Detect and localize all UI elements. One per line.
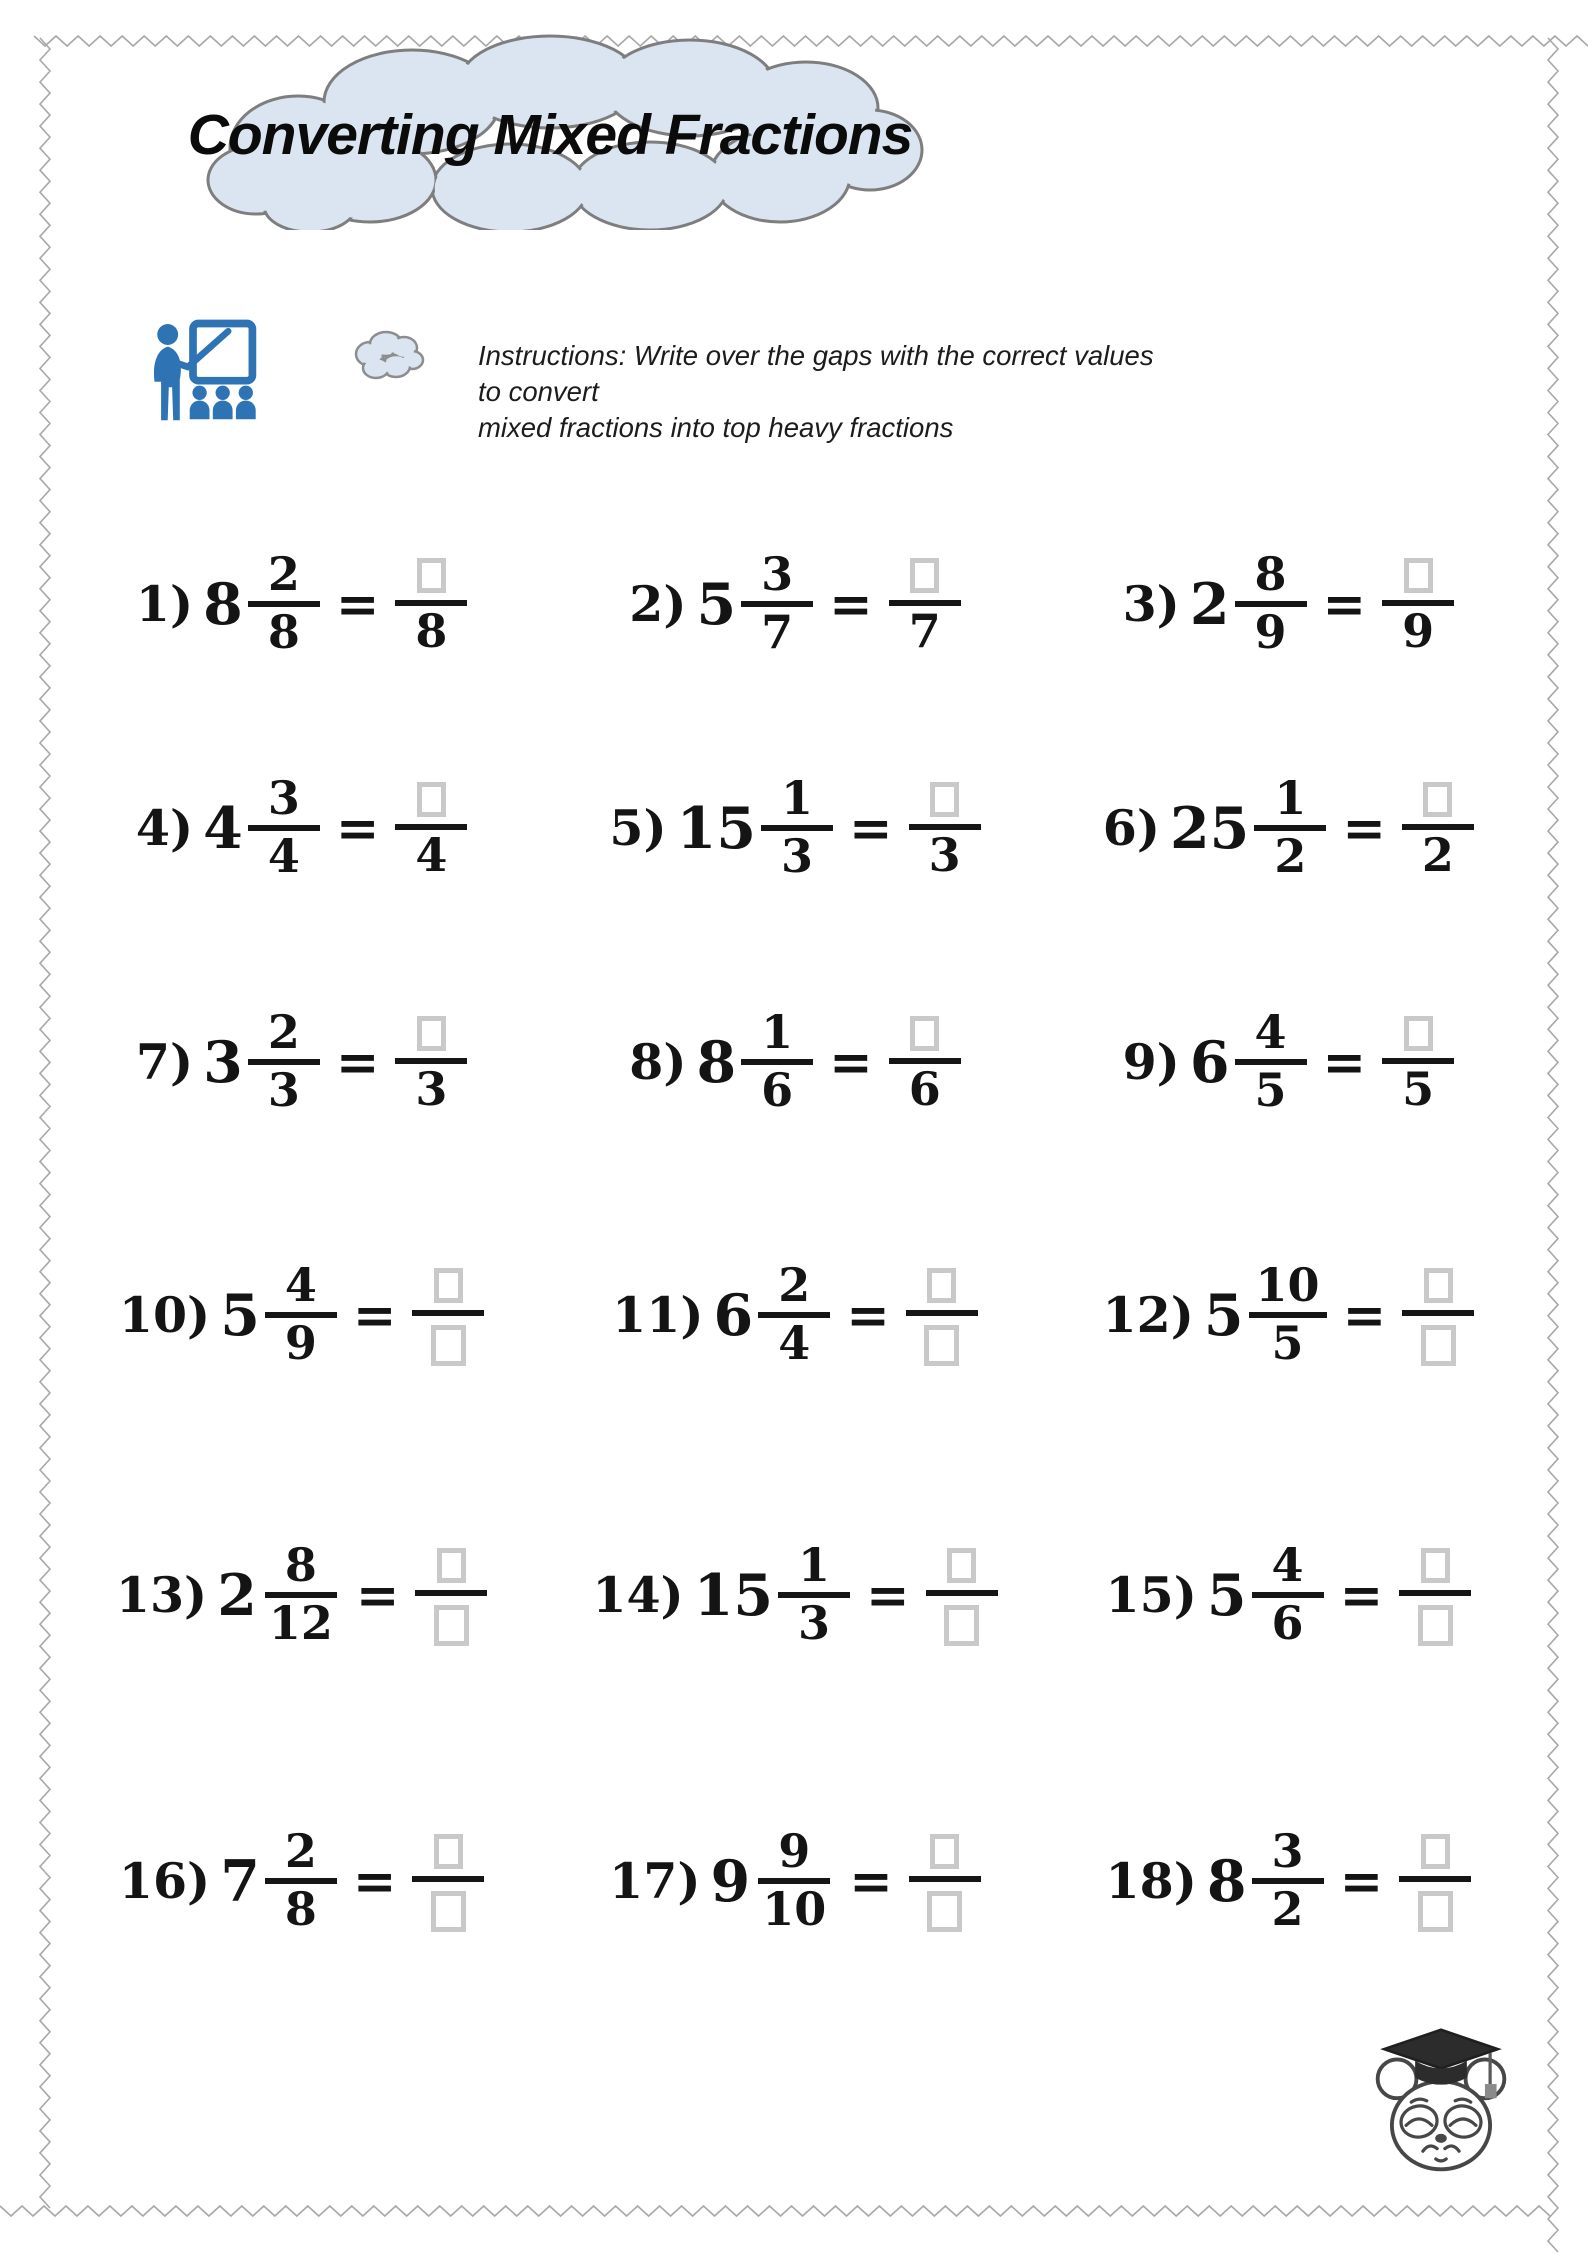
answer-numerator-blank[interactable] — [930, 782, 959, 817]
answer-fraction — [412, 1260, 484, 1370]
answer-numerator-blank[interactable] — [417, 1016, 446, 1051]
mixed-denominator: 9 — [1254, 605, 1287, 659]
whole-number: 5 — [1203, 1281, 1244, 1349]
mixed-numerator: 9 — [758, 1826, 830, 1884]
answer-fraction — [889, 550, 961, 658]
mixed-fraction — [1254, 773, 1326, 882]
mixed-fraction — [778, 1540, 850, 1649]
problems-grid — [55, 495, 1535, 2021]
problem-2 — [548, 495, 1041, 713]
problem-4 — [55, 713, 548, 943]
mixed-numerator: 2 — [265, 1826, 337, 1884]
mixed-numerator: 4 — [1252, 1540, 1324, 1598]
answer-fraction — [415, 1540, 487, 1650]
answer-numerator-blank[interactable] — [930, 1834, 959, 1869]
mixed-numerator: 10 — [1249, 1260, 1327, 1318]
mixed-numerator: 2 — [758, 1260, 830, 1318]
mixed-fraction — [248, 549, 320, 658]
answer-numerator-blank[interactable] — [910, 558, 939, 593]
equals-sign: = — [335, 573, 380, 635]
problem-5 — [548, 713, 1041, 943]
answer-fraction — [395, 1008, 467, 1116]
mixed-numerator: 8 — [1235, 549, 1307, 607]
answer-denominator-blank[interactable] — [431, 1891, 466, 1932]
mixed-denominator: 3 — [780, 829, 813, 883]
answer-numerator-blank[interactable] — [1404, 1016, 1433, 1051]
answer-fraction — [906, 1260, 978, 1370]
problem-number: 14) — [592, 1566, 684, 1624]
problem-number: 11) — [612, 1286, 704, 1344]
equals-sign: = — [352, 1284, 397, 1346]
answer-denominator: 2 — [1421, 828, 1454, 883]
mixed-fraction — [262, 1540, 340, 1649]
answer-numerator-blank[interactable] — [947, 1548, 976, 1583]
answer-denominator: 9 — [1402, 604, 1435, 659]
problem-9 — [1042, 943, 1535, 1181]
mixed-denominator: 4 — [778, 1316, 811, 1370]
mixed-denominator: 3 — [798, 1596, 831, 1650]
mixed-denominator: 6 — [1271, 1596, 1304, 1650]
whole-number: 8 — [203, 570, 243, 638]
equals-sign: = — [1342, 797, 1386, 859]
instructions-line-2: mixed fractions into top heavy fractions — [478, 411, 954, 443]
mixed-numerator: 1 — [778, 1540, 850, 1598]
answer-numerator-blank[interactable] — [1421, 1834, 1450, 1869]
cloud-icon — [348, 322, 432, 386]
answer-numerator-blank[interactable] — [417, 558, 446, 593]
mixed-numerator: 1 — [741, 1007, 813, 1065]
problem-3 — [1042, 495, 1535, 713]
answer-numerator-blank[interactable] — [1404, 558, 1433, 593]
equals-sign: = — [846, 1284, 890, 1346]
mixed-denominator: 2 — [1271, 1882, 1304, 1936]
mixed-numerator: 3 — [248, 773, 320, 831]
problem-16 — [55, 1741, 548, 2021]
mixed-fraction — [741, 549, 813, 658]
mixed-fraction — [755, 1826, 833, 1935]
answer-denominator: 8 — [415, 604, 448, 659]
mixed-fraction — [761, 773, 833, 882]
problem-number: 18) — [1105, 1852, 1197, 1910]
problem-17 — [548, 1741, 1041, 2021]
mixed-denominator: 2 — [1274, 829, 1307, 883]
answer-denominator-blank[interactable] — [927, 1891, 962, 1932]
whole-number: 25 — [1170, 794, 1250, 862]
whole-number: 6 — [713, 1281, 754, 1349]
problem-8 — [548, 943, 1041, 1181]
answer-denominator: 3 — [928, 828, 961, 883]
mixed-numerator: 1 — [1254, 773, 1326, 831]
problem-13 — [55, 1449, 548, 1741]
answer-fraction — [1402, 1260, 1474, 1370]
mixed-denominator: 4 — [267, 829, 300, 883]
answer-denominator: 7 — [908, 604, 941, 659]
problem-number: 12) — [1102, 1286, 1194, 1344]
answer-denominator-blank[interactable] — [1418, 1891, 1453, 1932]
problem-number: 4) — [135, 799, 194, 857]
equals-sign: = — [335, 797, 380, 859]
answer-numerator-blank[interactable] — [417, 782, 446, 817]
answer-numerator-blank[interactable] — [1421, 1548, 1450, 1583]
mixed-numerator: 3 — [1252, 1826, 1324, 1884]
problem-18 — [1042, 1741, 1535, 2021]
problem-number: 9) — [1122, 1033, 1180, 1091]
equals-sign: = — [849, 1850, 893, 1912]
mixed-fraction — [758, 1260, 830, 1369]
answer-fraction — [1402, 774, 1474, 882]
answer-fraction — [412, 1826, 484, 1936]
answer-fraction — [889, 1008, 961, 1116]
problem-number: 17) — [609, 1852, 701, 1910]
answer-denominator-blank[interactable] — [434, 1605, 469, 1646]
equals-sign: = — [1322, 1031, 1367, 1093]
teacher-presentation-icon — [148, 318, 260, 428]
problem-11 — [548, 1181, 1041, 1449]
problem-number: 7) — [135, 1033, 194, 1091]
answer-numerator-blank[interactable] — [434, 1834, 463, 1869]
equals-sign: = — [829, 573, 873, 635]
equals-sign: = — [335, 1031, 380, 1093]
mixed-denominator: 3 — [267, 1063, 300, 1117]
answer-fraction — [1399, 1826, 1471, 1936]
answer-fraction — [395, 550, 467, 658]
mixed-denominator: 7 — [761, 605, 794, 659]
mixed-fraction — [1235, 549, 1307, 658]
whole-number: 8 — [696, 1028, 737, 1096]
problem-7 — [55, 943, 548, 1181]
mixed-fraction — [248, 773, 320, 882]
problem-number: 6) — [1102, 799, 1161, 857]
whole-number: 2 — [1189, 570, 1230, 638]
answer-denominator-blank[interactable] — [944, 1605, 979, 1646]
whole-number: 8 — [1206, 1847, 1247, 1915]
answer-numerator-blank[interactable] — [927, 1268, 956, 1303]
instructions-text — [478, 338, 1178, 445]
problem-number: 10) — [118, 1286, 211, 1344]
answer-numerator-blank[interactable] — [434, 1268, 463, 1303]
whole-number: 15 — [676, 794, 756, 862]
mixed-numerator: 1 — [761, 773, 833, 831]
mixed-denominator: 5 — [1254, 1063, 1287, 1117]
problem-12 — [1042, 1181, 1535, 1449]
mixed-fraction — [248, 1007, 320, 1116]
mixed-denominator: 10 — [762, 1882, 827, 1936]
problem-10 — [55, 1181, 548, 1449]
answer-numerator-blank[interactable] — [437, 1548, 466, 1583]
answer-fraction — [395, 774, 467, 882]
answer-fraction — [1399, 1540, 1471, 1650]
answer-fraction — [909, 1826, 981, 1936]
equals-sign: = — [1322, 573, 1367, 635]
answer-denominator: 6 — [908, 1062, 941, 1117]
equals-sign: = — [829, 1031, 873, 1093]
equals-sign: = — [1339, 1564, 1384, 1626]
mixed-denominator: 9 — [284, 1316, 317, 1370]
mixed-denominator: 8 — [284, 1882, 317, 1936]
equals-sign: = — [352, 1850, 397, 1912]
mixed-denominator: 8 — [267, 605, 300, 659]
whole-number: 5 — [696, 570, 737, 638]
answer-fraction — [1382, 550, 1454, 658]
answer-numerator-blank[interactable] — [1423, 782, 1452, 817]
instructions-line-1: Instructions: Write over the gaps with the correct values to convert — [478, 340, 1154, 407]
mixed-numerator: 2 — [248, 549, 320, 607]
answer-denominator-blank[interactable] — [431, 1325, 466, 1366]
answer-denominator-blank[interactable] — [924, 1325, 959, 1366]
title-cloud — [170, 30, 930, 230]
mixed-numerator: 3 — [741, 549, 813, 607]
answer-denominator-blank[interactable] — [1421, 1325, 1456, 1366]
mixed-fraction — [1252, 1540, 1324, 1649]
problem-15 — [1042, 1449, 1535, 1741]
answer-denominator: 5 — [1402, 1062, 1435, 1117]
mixed-fraction — [265, 1260, 337, 1369]
mixed-fraction — [1235, 1007, 1307, 1116]
problem-1 — [55, 495, 548, 713]
whole-number: 7 — [220, 1847, 260, 1915]
problem-number: 8) — [629, 1033, 687, 1091]
mixed-numerator: 4 — [265, 1260, 337, 1318]
answer-denominator: 4 — [415, 828, 448, 883]
panda-graduate-icon — [1362, 2022, 1520, 2190]
equals-sign: = — [1339, 1850, 1384, 1912]
whole-number: 3 — [203, 1028, 243, 1096]
whole-number: 6 — [1189, 1028, 1230, 1096]
problem-14 — [548, 1449, 1041, 1741]
mixed-denominator: 12 — [268, 1596, 333, 1650]
answer-fraction — [909, 774, 981, 882]
mixed-numerator: 2 — [248, 1007, 320, 1065]
answer-denominator: 3 — [415, 1062, 448, 1117]
answer-fraction — [1382, 1008, 1454, 1116]
answer-fraction — [926, 1540, 998, 1650]
equals-sign: = — [866, 1564, 910, 1626]
mixed-fraction — [741, 1007, 813, 1116]
problem-number: 5) — [609, 799, 667, 857]
problem-6 — [1042, 713, 1535, 943]
whole-number: 2 — [217, 1561, 257, 1629]
problem-number: 2) — [629, 575, 687, 633]
whole-number: 15 — [693, 1561, 774, 1629]
problem-number: 3) — [1122, 575, 1180, 633]
mixed-fraction — [1249, 1260, 1327, 1369]
mixed-fraction — [1252, 1826, 1324, 1935]
mixed-numerator: 8 — [265, 1540, 337, 1598]
mixed-numerator: 4 — [1235, 1007, 1307, 1065]
mixed-fraction — [265, 1826, 337, 1935]
whole-number: 4 — [203, 794, 243, 862]
problem-number: 16) — [118, 1852, 211, 1910]
whole-number: 5 — [220, 1281, 260, 1349]
mixed-denominator: 6 — [761, 1063, 794, 1117]
problem-number: 1) — [135, 575, 194, 633]
equals-sign: = — [355, 1564, 400, 1626]
answer-numerator-blank[interactable] — [910, 1016, 939, 1051]
equals-sign: = — [849, 797, 893, 859]
answer-numerator-blank[interactable] — [1424, 1268, 1453, 1303]
mixed-denominator: 5 — [1271, 1316, 1304, 1370]
problem-number: 15) — [1105, 1566, 1197, 1624]
answer-denominator-blank[interactable] — [1418, 1605, 1453, 1646]
whole-number: 5 — [1206, 1561, 1247, 1629]
whole-number: 9 — [710, 1847, 751, 1915]
page-title: Converting Mixed Fractions — [187, 103, 913, 167]
equals-sign: = — [1342, 1284, 1387, 1346]
problem-number: 13) — [115, 1566, 208, 1624]
